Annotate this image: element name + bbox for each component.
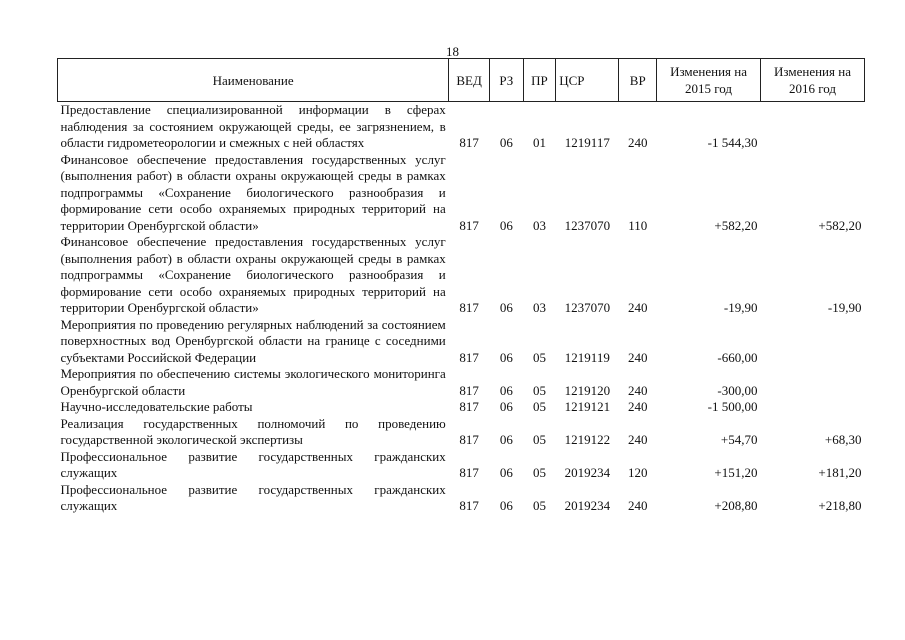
row-name: Финансовое обеспечение предоставления государственных услуг (выполнения работ) в области охраны окружающей среды в рамках подпрограммы «Сохранение биологического разнообразия и формирование сети особо охраняемых природных территорий на территории Оренбургской области» xyxy=(60,151,446,233)
row-csr: 2019234 xyxy=(564,498,611,513)
row-csr: 1237070 xyxy=(564,300,611,315)
row-change-2016: +68,30 xyxy=(824,432,862,447)
row-vr: 240 xyxy=(628,349,648,365)
col-header-change-2015: Изменения на 2015 год xyxy=(657,59,761,102)
row-change-2015: -1 500,00 xyxy=(707,399,758,414)
row-change-2015: +582,20 xyxy=(714,217,758,233)
table-row xyxy=(58,152,865,235)
row-change-2016: +218,80 xyxy=(818,498,862,513)
row-csr: 1219121 xyxy=(564,399,611,414)
row-change-2016 xyxy=(761,102,865,152)
row-vr: 240 xyxy=(628,399,648,414)
row-pr: 01 xyxy=(532,135,546,150)
row-csr: 2019234 xyxy=(564,465,611,480)
row-change-2015: +151,20 xyxy=(714,465,758,480)
col-header-change-2016: Изменения на 2016 год xyxy=(761,59,865,102)
budget-changes-table xyxy=(57,58,865,515)
row-change-2015: +54,70 xyxy=(720,432,758,447)
row-ved: 817 xyxy=(459,432,479,447)
row-change-2015: -300,00 xyxy=(717,382,758,398)
table-row xyxy=(58,317,865,367)
table-row xyxy=(58,102,865,152)
row-change-2015: -1 544,30 xyxy=(707,135,758,150)
row-csr: 1219119 xyxy=(564,349,610,365)
row-pr: 05 xyxy=(532,382,546,398)
row-vr: 110 xyxy=(628,217,648,233)
table-row xyxy=(58,234,865,317)
row-pr: 05 xyxy=(532,465,546,480)
row-change-2015: +208,80 xyxy=(714,498,758,513)
row-ved: 817 xyxy=(459,382,479,398)
row-name: Научно-исследовательские работы xyxy=(60,399,253,414)
row-change-2016 xyxy=(761,399,865,416)
row-name: Финансовое обеспечение предоставления государственных услуг (выполнения работ) в области охраны окружающей среды в рамках подпрограммы «Сохранение биологического разнообразия и формирование сети особо охраняемых природных территорий на территории Оренбургской области» xyxy=(60,234,446,315)
row-vr: 240 xyxy=(628,135,648,150)
col-header-name: Наименование xyxy=(58,59,449,102)
col-header-vr: ВР xyxy=(619,59,657,102)
table-row xyxy=(58,399,865,416)
row-change-2016: +582,20 xyxy=(818,217,862,233)
row-change-2015: -19,90 xyxy=(723,300,758,315)
col-header-rz: РЗ xyxy=(490,59,524,102)
row-rz: 06 xyxy=(499,432,513,447)
row-vr: 120 xyxy=(628,465,648,480)
row-name: Профессиональное развитие государственных гражданских служащих xyxy=(60,481,446,513)
row-pr: 05 xyxy=(532,498,546,513)
row-ved: 817 xyxy=(459,349,479,365)
row-change-2016: -19,90 xyxy=(827,300,862,315)
col-header-pr: ПР xyxy=(523,59,556,102)
table-header-row xyxy=(58,59,865,102)
row-ved: 817 xyxy=(459,135,479,150)
row-change-2016: +181,20 xyxy=(818,465,862,480)
row-csr: 1219120 xyxy=(564,382,611,398)
row-ved: 817 xyxy=(459,465,479,480)
row-ved: 817 xyxy=(459,399,479,414)
row-rz: 06 xyxy=(499,135,513,150)
table-row xyxy=(58,482,865,515)
page-number: 18 xyxy=(446,44,459,59)
table-row xyxy=(58,449,865,482)
row-name: Предоставление специализированной информации в сферах наблюдения за состоянием окружающей среды, ее загрязнением, в области гидрометеорологии и смежных с ней областях xyxy=(60,102,446,150)
row-pr: 03 xyxy=(532,300,546,315)
row-rz: 06 xyxy=(499,217,513,233)
row-vr: 240 xyxy=(628,300,648,315)
col-header-csr: ЦСР xyxy=(556,59,619,102)
row-pr: 05 xyxy=(532,399,546,414)
row-rz: 06 xyxy=(499,300,513,315)
row-ved: 817 xyxy=(459,498,479,513)
row-rz: 06 xyxy=(499,382,513,398)
row-csr: 1219122 xyxy=(564,432,611,447)
table-row xyxy=(58,416,865,449)
table-row xyxy=(58,366,865,399)
row-csr: 1237070 xyxy=(564,217,611,233)
row-change-2016 xyxy=(761,366,865,399)
row-pr: 05 xyxy=(532,349,546,365)
row-ved: 817 xyxy=(459,300,479,315)
row-pr: 05 xyxy=(532,432,546,447)
row-change-2015: -660,00 xyxy=(717,349,758,365)
row-name: Мероприятия по проведению регулярных наблюдений за состоянием поверхностных вод Оренбургской области на границе с соседними субъектами Российской Федерации xyxy=(60,316,446,365)
row-rz: 06 xyxy=(499,465,513,480)
row-name: Мероприятия по обеспечению системы экологического мониторинга Оренбургской области xyxy=(60,366,446,398)
row-rz: 06 xyxy=(499,349,513,365)
row-vr: 240 xyxy=(628,432,648,447)
row-pr: 03 xyxy=(532,217,546,233)
row-rz: 06 xyxy=(499,498,513,513)
row-name: Реализация государственных полномочий по проведению государственной экологической экспертизы xyxy=(60,415,446,447)
row-change-2016 xyxy=(761,317,865,367)
col-header-ved: ВЕД xyxy=(449,59,490,102)
row-ved: 817 xyxy=(459,217,479,233)
row-vr: 240 xyxy=(628,498,648,513)
row-vr: 240 xyxy=(628,382,648,398)
row-name: Профессиональное развитие государственных гражданских служащих xyxy=(60,448,446,480)
row-csr: 1219117 xyxy=(564,135,610,150)
row-rz: 06 xyxy=(499,399,513,414)
